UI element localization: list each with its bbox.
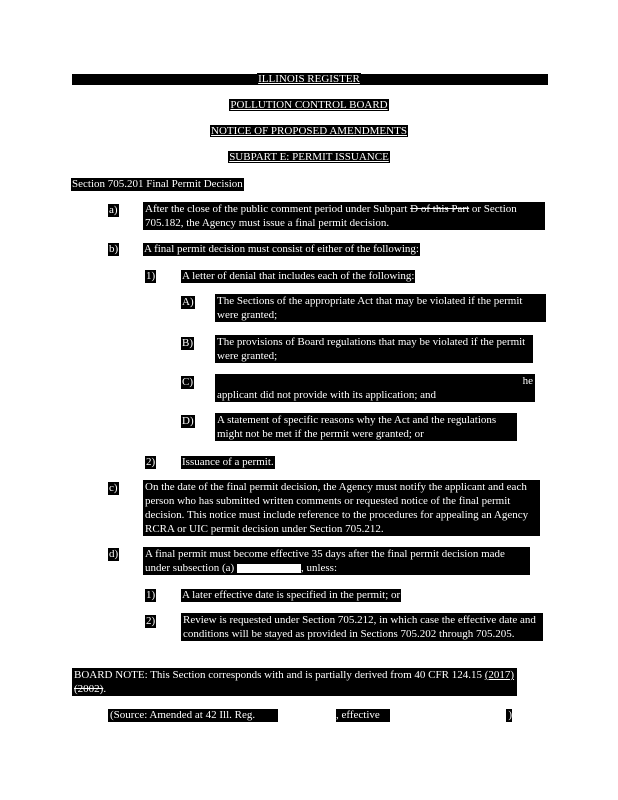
source-line: (Source: Amended at 42 Ill. Reg. , effective ) bbox=[110, 709, 512, 721]
paragraph-d2: Review is requested under Section 705.212, in which case the effective date and conditions will be stayed as provided in Sections 705.202 through 705.205. bbox=[181, 613, 543, 641]
label-b2: 2) bbox=[146, 456, 156, 468]
redacted-effective-date bbox=[390, 709, 506, 722]
redacted-text bbox=[237, 564, 301, 573]
label-b1A: A) bbox=[182, 296, 194, 308]
board-title: POLLUTION CONTROL BOARD bbox=[230, 99, 388, 111]
board-note: BOARD NOTE: This Section corresponds with and is partially derived from 40 CFR 124.15 (2017)(2002). bbox=[72, 668, 517, 696]
section-title: Section 705.201 Final Permit Decision bbox=[72, 178, 243, 190]
paragraph-a: After the close of the public comment period under Subpart D of this Part or Section 705.182, the Agency must issue a final permit decision. bbox=[143, 202, 545, 230]
register-title: ILLINOIS REGISTER bbox=[258, 73, 360, 85]
paragraph-b1C: he applicant did not provide with its application; and bbox=[217, 375, 533, 401]
redacted-register-number bbox=[278, 709, 336, 722]
paragraph-b2: Issuance of a permit. bbox=[182, 456, 274, 468]
paragraph-b1: A letter of denial that includes each of the following: bbox=[182, 270, 415, 282]
subpart-title: SUBPART E: PERMIT ISSUANCE bbox=[229, 151, 389, 163]
paragraph-c: On the date of the final permit decision, the Agency must notify the applicant and each person who has submitted written comments or requested notice of the final permit decision. This notice must include reference to the procedures for appealing an Agency RCRA or UIC permit decision under Section 705.212. bbox=[143, 480, 540, 536]
label-d1: 1) bbox=[146, 589, 156, 601]
label-b1D: D) bbox=[182, 415, 194, 427]
label-b: b) bbox=[109, 243, 119, 255]
label-b1B: B) bbox=[182, 337, 193, 349]
paragraph-b1A: The Sections of the appropriate Act that may be violated if the permit were granted; bbox=[215, 294, 546, 322]
paragraph-d1: A later effective date is specified in the permit; or bbox=[182, 589, 401, 601]
label-d: d) bbox=[109, 548, 119, 560]
paragraph-b1B: The provisions of Board regulations that may be violated if the permit were granted; bbox=[215, 335, 533, 363]
paragraph-d: A final permit must become effective 35 days after the final permit decision made under subsection (a) , unless: bbox=[143, 547, 530, 575]
paragraph-b: A final permit decision must consist of either of the following: bbox=[144, 243, 419, 255]
label-b1C: C) bbox=[182, 376, 193, 388]
label-b1: 1) bbox=[146, 270, 156, 282]
paragraph-b1D: A statement of specific reasons why the Act and the regulations might not be met if the permit were granted; or bbox=[215, 413, 517, 441]
label-d2: 2) bbox=[146, 615, 156, 627]
label-c: c) bbox=[109, 482, 118, 494]
notice-title: NOTICE OF PROPOSED AMENDMENTS bbox=[211, 125, 407, 137]
label-a: a) bbox=[109, 204, 118, 216]
